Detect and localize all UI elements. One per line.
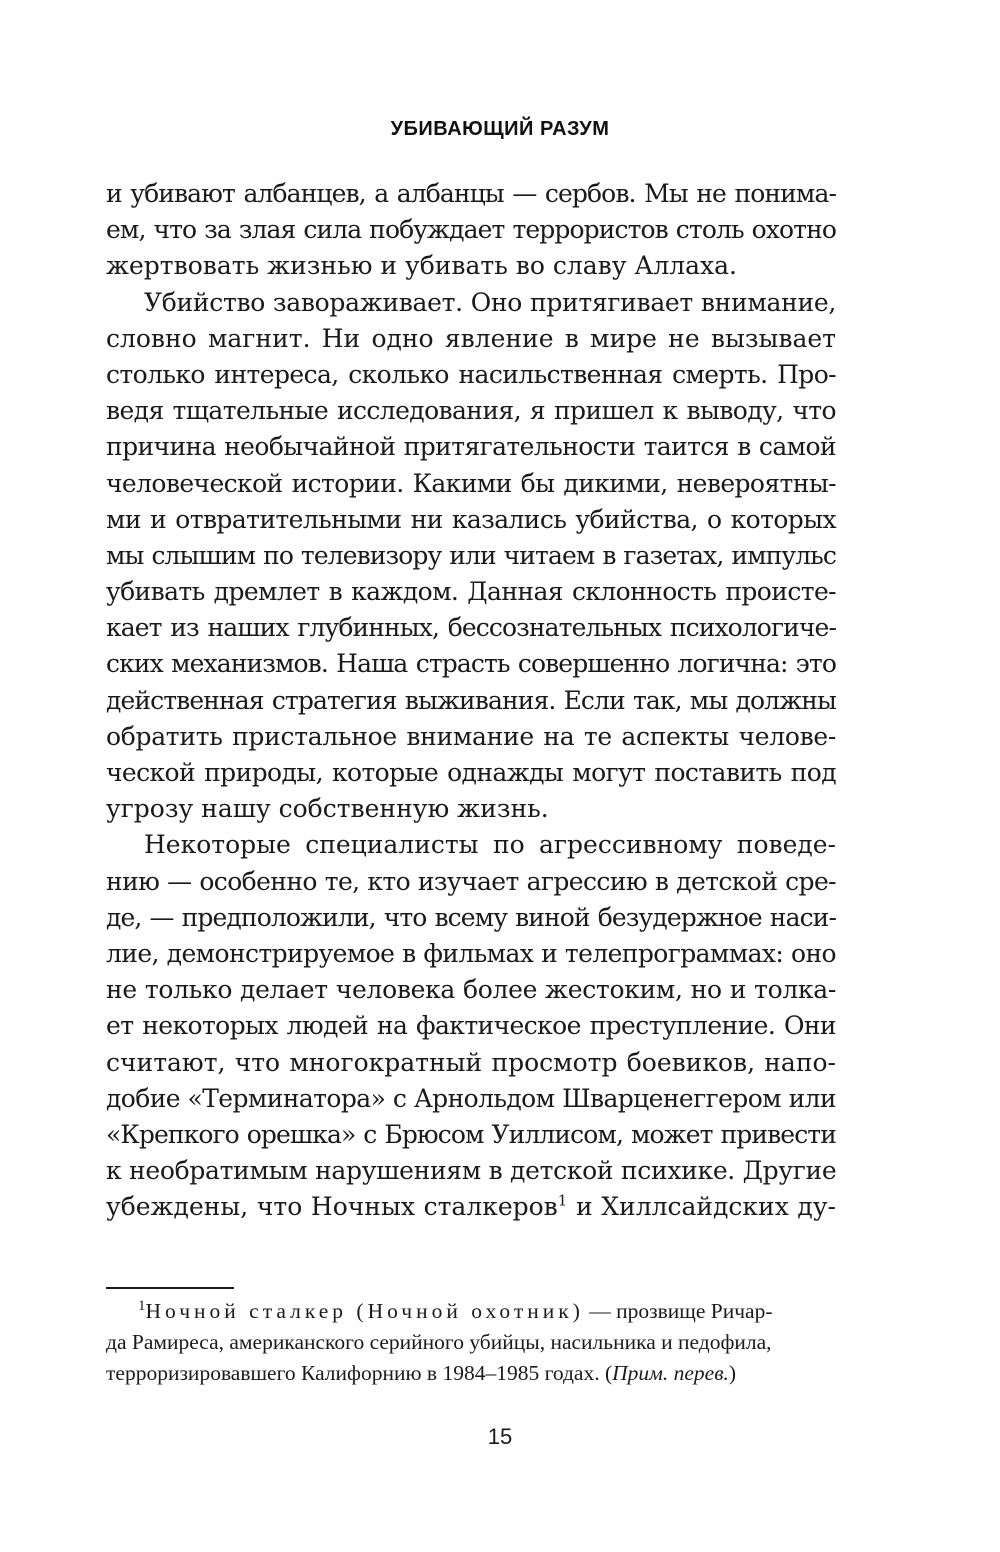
text-fragment: убеждены, что Ночных сталкеров: [106, 1192, 558, 1222]
text-line: де, — предположили, что всему виной безудержное наси-: [106, 902, 836, 932]
text-line-with-footnote-mark: [106, 1189, 836, 1225]
footnote-text: — прозвище Ричар-: [583, 1299, 773, 1323]
footnote-text: ): [728, 1361, 737, 1385]
text-line: мы слышим по телевизору или читаем в газетах, импульс: [106, 540, 836, 570]
text-line: ведя тщательные исследования, я пришел к выводу, что: [106, 396, 836, 426]
footnote-term: Ночной сталкер (Ночной охотник): [145, 1299, 584, 1323]
text-line: ем, что за злая сила побуждает террористов столь охотно: [106, 215, 836, 245]
footnote-line: [106, 1358, 836, 1389]
text-line: Убийство завораживает. Оно притягивает внимание,: [144, 287, 836, 317]
footnote-text: терроризировавшего Калифорнию в 1984–1985 годах. (: [106, 1361, 613, 1385]
text-line: обратить пристальное внимание на те аспекты челове-: [106, 721, 836, 751]
text-line: кает из наших глубинных, бессознательных психологиче-: [106, 613, 836, 643]
text-line: ет некоторых людей на фактическое преступление. Они: [106, 1011, 836, 1041]
text-line: причина необычайной притягательности таится в самой: [106, 432, 836, 462]
body-text: [106, 176, 836, 1225]
footnote-mark: 1: [138, 1297, 146, 1314]
text-line: ских механизмов. Наша страсть совершенно логична: это: [106, 649, 836, 679]
text-line: нию — особенно те, кто изучает агрессию в детской сре-: [106, 866, 836, 896]
text-fragment: и Хиллсайдских ду-: [567, 1192, 836, 1222]
text-line: словно магнит. Ни одно явление в мире не вызывает: [106, 323, 836, 353]
translator-note: Прим. перев.: [612, 1361, 729, 1385]
text-line: считают, что многократный просмотр боевиков, напо-: [106, 1047, 836, 1077]
text-line: ческой природы, которые однажды могут поставить под: [106, 758, 836, 787]
footnote-line: да Рамиреса, американского серийного убийцы, насильника и педофила,: [106, 1330, 772, 1354]
running-title: УБИВАЮЩИЙ РАЗУМ: [390, 118, 610, 140]
text-line: действенная стратегия выживания. Если так, мы должны: [106, 685, 836, 715]
text-line: и убивают албанцев, а албанцы — сербов. Мы не понима-: [106, 179, 836, 208]
page-number: 15: [487, 1424, 513, 1449]
footnote: [106, 1296, 836, 1389]
footnote-divider: [106, 1287, 234, 1289]
text-line: к необратимым нарушениям в детской психике. Другие: [106, 1156, 837, 1186]
text-line: жертвовать жизнью и убивать во славу Аллаха.: [106, 251, 737, 281]
text-line: Некоторые специалисты по агрессивному поведе-: [144, 830, 836, 860]
text-line: добие «Терминатора» с Арнольдом Шварценеггером или: [106, 1083, 836, 1113]
footnote-reference[interactable]: 1: [557, 1191, 568, 1210]
text-line: столько интереса, сколько насильственная смерть. Про-: [106, 359, 836, 389]
text-line: человеческой истории. Какими бы дикими, невероятны-: [106, 468, 836, 498]
text-line: не только делает человека более жестоким, но и толка-: [106, 975, 836, 1005]
text-line: убивать дремлет в каждом. Данная склонность происте-: [106, 577, 836, 607]
text-line: угрозу нашу собственную жизнь.: [106, 794, 549, 824]
text-line: лие, демонстрируемое в фильмах и телепрограммах: оно: [106, 938, 836, 968]
text-line: ми и отвратительными ни казались убийства, о которых: [106, 504, 836, 534]
text-line: «Крепкого орешка» с Брюсом Уиллисом, может привести: [106, 1119, 836, 1149]
footnote-line: [106, 1296, 836, 1327]
